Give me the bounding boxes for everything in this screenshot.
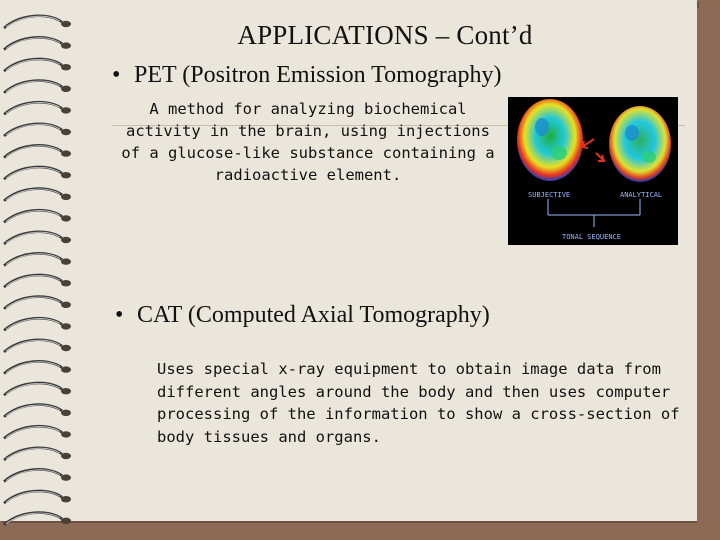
page-shadow [697, 8, 720, 540]
punch-hole [61, 366, 71, 372]
punch-hole [61, 194, 71, 200]
punch-hole [61, 172, 71, 178]
spiral-ring [4, 361, 62, 373]
pet-label-bottom: TONAL SEQUENCE [562, 233, 622, 241]
spiral-ring [4, 275, 62, 287]
pet-scan-image [508, 97, 678, 245]
spiral-ring [4, 513, 62, 525]
bullet-marker: • [115, 302, 124, 328]
spiral-ring [4, 253, 62, 265]
punch-hole [61, 323, 71, 329]
slide-title: APPLICATIONS – Cont’d [237, 20, 533, 50]
spiral-ring [4, 405, 62, 417]
spiral-ring [4, 81, 62, 93]
punch-hole [61, 258, 71, 264]
spiral-ring [4, 59, 62, 71]
punch-hole [61, 474, 71, 480]
pet-label-right: ANALYTICAL [620, 191, 663, 199]
spiral-ring [4, 102, 62, 114]
pet-description: A method for analyzing biochemical activity in the brain, using injections of a glucose-like substance containing a radioactive element. [121, 100, 495, 184]
spiral-binding-icon [0, 0, 90, 540]
spiral-ring [4, 469, 62, 481]
cat-description: Uses special x-ray equipment to obtain image data from different angles around the body and then uses computer processing of the information to show a cross-section of body tissues and organs. [157, 360, 680, 446]
spiral-ring [4, 189, 62, 201]
pet-label-left: SUBJECTIVE [528, 191, 571, 199]
spiral-ring [4, 426, 62, 438]
spiral-ring [4, 16, 62, 28]
pet-heading: PET (Positron Emission Tomography) [134, 62, 502, 88]
spiral-ring [4, 37, 62, 49]
punch-hole [61, 107, 71, 113]
punch-hole [61, 302, 71, 308]
spiral-ring [4, 448, 62, 460]
punch-hole [61, 453, 71, 459]
spiral-ring [4, 232, 62, 244]
spiral-ring [4, 340, 62, 352]
bullet-pet [112, 62, 501, 89]
punch-hole [61, 518, 71, 524]
spiral-ring [4, 145, 62, 157]
punch-hole [61, 345, 71, 351]
punch-hole [61, 129, 71, 135]
punch-hole [61, 150, 71, 156]
punch-hole [61, 215, 71, 221]
spiral-ring [4, 318, 62, 330]
punch-hole [61, 42, 71, 48]
spiral-ring [4, 210, 62, 222]
punch-hole [61, 237, 71, 243]
bullet-marker: • [112, 62, 121, 88]
punch-hole [61, 431, 71, 437]
spiral-ring [4, 383, 62, 395]
punch-hole [61, 21, 71, 27]
spiral-ring [4, 167, 62, 179]
punch-hole [61, 86, 71, 92]
punch-hole [61, 388, 71, 394]
spiral-ring [4, 297, 62, 309]
spiral-ring [4, 491, 62, 503]
spiral-ring [4, 124, 62, 136]
bullet-cat [115, 302, 490, 329]
punch-hole [61, 64, 71, 70]
cat-heading: CAT (Computed Axial Tomography) [137, 302, 490, 328]
punch-hole [61, 410, 71, 416]
punch-hole [61, 280, 71, 286]
punch-hole [61, 496, 71, 502]
